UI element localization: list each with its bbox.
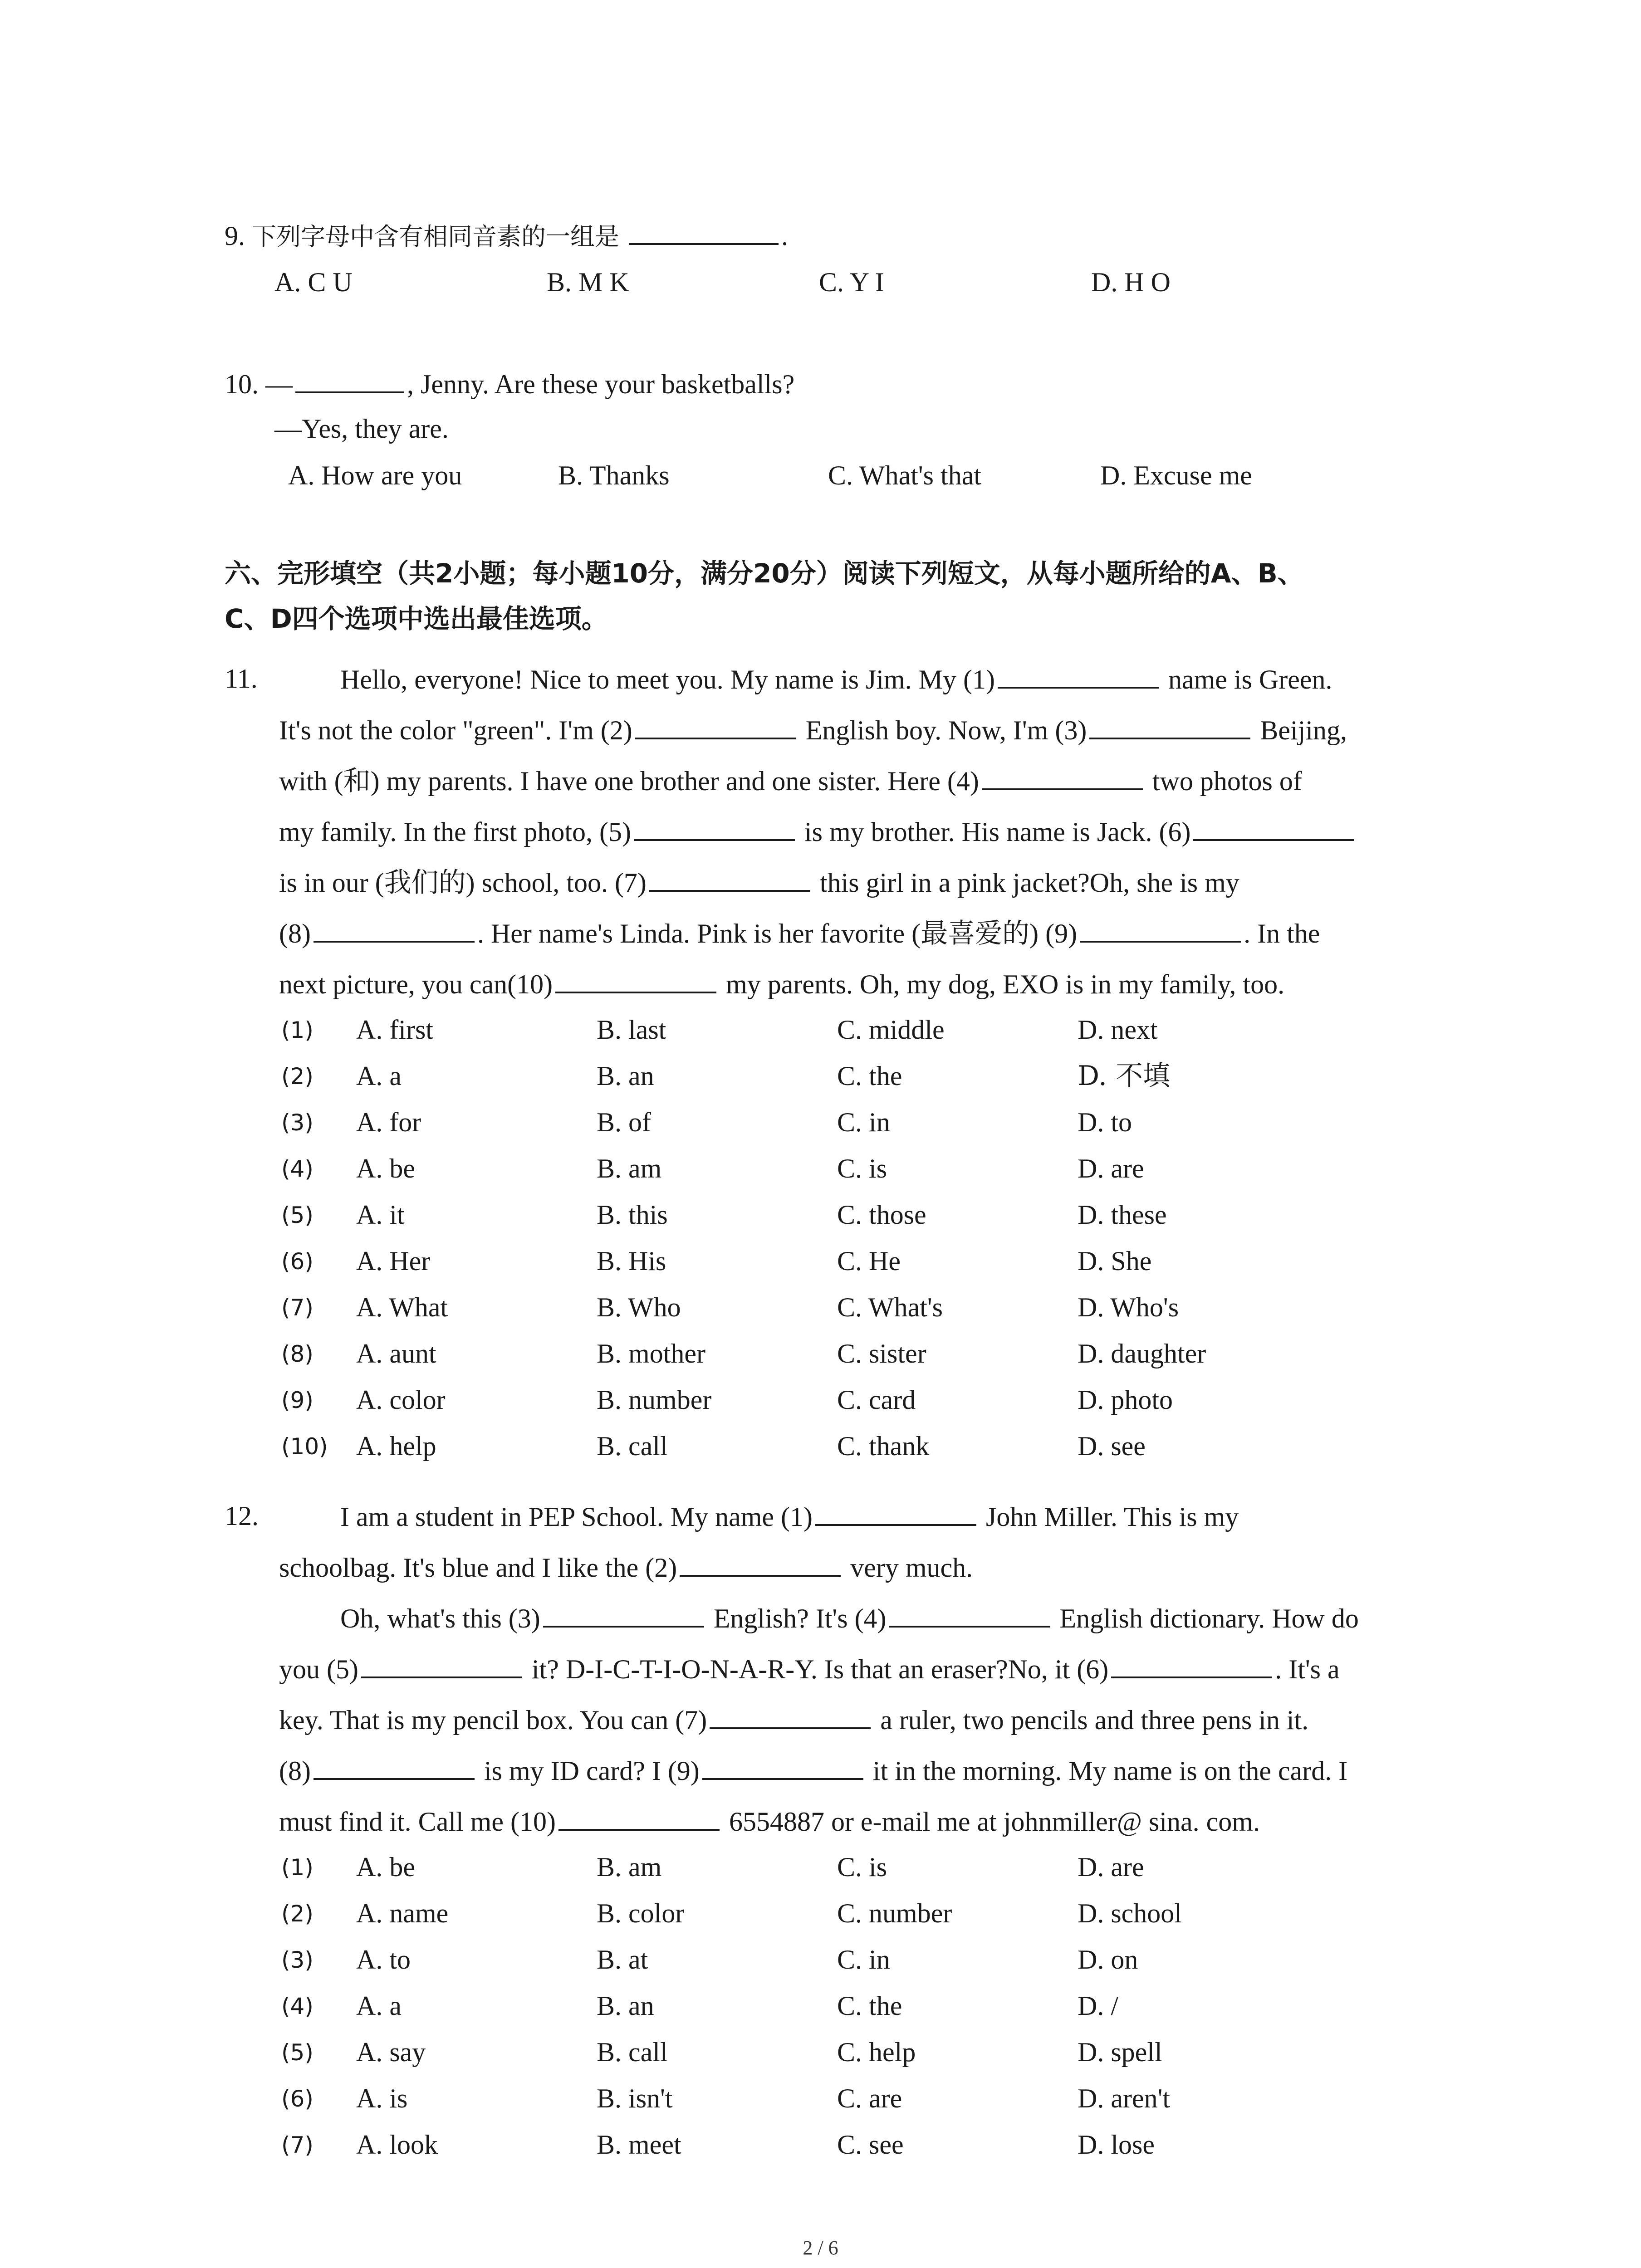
q10-option-b: B. Thanks: [558, 460, 670, 490]
q9-number: 9.: [225, 221, 245, 251]
q11-blank-6: [1193, 817, 1354, 841]
q11-choice-option-b: B. an: [597, 1061, 654, 1091]
q12-text: a ruler, two pencils and three pens in it.: [880, 1705, 1309, 1735]
q11-line-2: [279, 716, 1347, 744]
q11-text: (8): [279, 919, 311, 948]
q11-text: is my brother. His name is Jack. (6): [804, 817, 1191, 847]
q11-choice-option-a: A. be: [356, 1154, 415, 1183]
q11-choice-option-b: B. this: [597, 1200, 668, 1230]
q12-choice-option-c: C. help: [837, 2037, 916, 2067]
q11-choice-option-c: C. in: [837, 1107, 890, 1137]
q12-line-2: [279, 1553, 973, 1581]
q12-text: you (5): [279, 1654, 358, 1684]
q12-choice-option-b: B. call: [597, 2037, 668, 2067]
q12-choice-option-b: B. am: [597, 1852, 662, 1882]
q12-choice-number: (7): [281, 2132, 314, 2158]
q10-line2: —Yes, they are.: [274, 414, 449, 444]
q11-choice-number: (5): [281, 1202, 314, 1228]
q12-choice-option-c: C. are: [837, 2083, 902, 2113]
q9-stem-text: 下列字母中含有相同音素的一组是: [252, 222, 619, 251]
q12-text: key. That is my pencil box. You can (7): [279, 1705, 707, 1735]
q11-choice-number: (1): [281, 1017, 314, 1043]
q11-choice-option-b: B. mother: [597, 1339, 705, 1369]
q9-blank: [629, 221, 779, 245]
q11-text: two photos of: [1152, 766, 1302, 796]
q11-choice-option-c: C. is: [837, 1154, 887, 1183]
q11-line-1: [340, 665, 1332, 693]
q12-blank-9: [702, 1756, 863, 1780]
q11-blank-9: [1080, 919, 1241, 943]
q11-choice-option-c: C. the: [837, 1061, 902, 1091]
q12-text: very much.: [850, 1553, 973, 1583]
q12-text: it in the morning. My name is on the card. I: [872, 1756, 1348, 1786]
q11-choice-number: (6): [281, 1248, 314, 1275]
q11-line-4: [279, 817, 1357, 846]
q12-line-6: [279, 1756, 1347, 1784]
q11-choice-option-c: C. sister: [837, 1339, 926, 1369]
q11-choice-option-b: B. last: [597, 1015, 666, 1045]
q9-option-b: B. M K: [547, 267, 629, 297]
q10-blank: [295, 370, 404, 393]
q12-text: schoolbag. It's blue and I like the (2): [279, 1553, 677, 1583]
q11-choice-option-c: C. card: [837, 1385, 916, 1415]
q12-line-4: [279, 1655, 1340, 1683]
q11-text: . Her name's Linda. Pink is her favorite (最喜爱的) (9): [477, 919, 1078, 948]
q12-choice-option-a: A. is: [356, 2083, 408, 2113]
q9-option-a: A. C U: [274, 267, 353, 297]
q11-choice-option-d: D. to: [1078, 1107, 1132, 1137]
q12-choice-option-a: A. be: [356, 1852, 415, 1882]
q11-choice-option-c: C. What's: [837, 1292, 943, 1322]
q11-choice-option-b: B. number: [597, 1385, 712, 1415]
q12-choice-option-d: D. on: [1078, 1945, 1138, 1975]
q12-text: must find it. Call me (10): [279, 1807, 556, 1837]
q12-blank-1: [815, 1502, 976, 1526]
q11-choice-option-d: D. next: [1078, 1015, 1158, 1045]
q11-choice-option-d: D. these: [1078, 1200, 1167, 1230]
q11-choice-number: (2): [281, 1063, 314, 1090]
q12-blank-6: [1111, 1655, 1272, 1678]
q12-choice-option-c: C. the: [837, 1991, 902, 2021]
q12-choice-option-b: B. isn't: [597, 2083, 673, 2113]
q11-choice-option-b: B. Who: [597, 1292, 681, 1322]
q11-blank-3: [1089, 716, 1250, 739]
q12-blank-10: [558, 1807, 720, 1831]
q11-blank-7: [649, 868, 810, 892]
q11-choice-option-b: B. call: [597, 1431, 668, 1461]
q11-line-3: [279, 767, 1302, 795]
q11-text: is in our (我们的) school, too. (7): [279, 868, 647, 898]
q12-choice-option-d: D. lose: [1078, 2130, 1155, 2160]
q12-choice-option-b: B. at: [597, 1945, 648, 1975]
q11-choice-option-b: B. am: [597, 1154, 662, 1183]
q12-choice-option-a: A. name: [356, 1898, 449, 1928]
q11-text: next picture, you can(10): [279, 969, 553, 999]
q11-choice-option-d: D. photo: [1078, 1385, 1173, 1415]
q12-text: is my ID card? I (9): [484, 1756, 700, 1786]
q11-choice-option-d: D. see: [1078, 1431, 1146, 1461]
q11-choice-option-c: C. those: [837, 1200, 926, 1230]
q12-choice-option-d: D. are: [1078, 1852, 1144, 1882]
q12-choice-number: (2): [281, 1901, 314, 1927]
q11-blank-1: [998, 665, 1159, 689]
q10-number: 10.: [225, 369, 259, 399]
q11-choice-option-a: A. for: [356, 1107, 421, 1137]
q12-choice-number: (4): [281, 1993, 314, 2019]
q11-choice-number: (8): [281, 1341, 314, 1367]
q11-choice-option-a: A. color: [356, 1385, 446, 1415]
q12-choice-option-c: C. in: [837, 1945, 890, 1975]
q12-number: 12.: [225, 1501, 259, 1531]
q10-option-a: A. How are you: [288, 460, 462, 490]
q11-choice-number: (3): [281, 1110, 314, 1136]
q12-choice-number: (5): [281, 2039, 314, 2066]
q11-choice-option-d: D. daughter: [1078, 1339, 1206, 1369]
q12-choice-option-c: C. see: [837, 2130, 904, 2160]
q11-choice-number: (10): [281, 1433, 328, 1460]
page-number: 2 / 6: [803, 2237, 838, 2259]
q11-text: Hello, everyone! Nice to meet you. My name is Jim. My (1): [340, 665, 995, 694]
q11-choice-option-a: A. Her: [356, 1246, 431, 1276]
q11-text: name is Green.: [1168, 665, 1332, 694]
section6-heading-line1: 六、完形填空（共2小题；每小题10分，满分20分）阅读下列短文，从每小题所给的A、B、: [225, 558, 1304, 589]
q9-option-d: D. H O: [1091, 267, 1171, 297]
q11-choice-option-d: D. Who's: [1078, 1292, 1179, 1322]
q12-choice-option-c: C. number: [837, 1898, 952, 1928]
q12-choice-option-a: A. to: [356, 1945, 411, 1975]
q11-blank-8: [314, 919, 475, 943]
q11-choice-option-d: D. She: [1078, 1246, 1152, 1276]
q11-choice-number: (4): [281, 1156, 314, 1182]
q11-blank-5: [634, 817, 795, 841]
q12-choice-option-d: D. /: [1078, 1991, 1118, 2021]
q12-blank-3: [543, 1604, 704, 1628]
q12-choice-option-a: A. look: [356, 2130, 438, 2160]
q12-choice-option-c: C. is: [837, 1852, 887, 1882]
q10-option-c: C. What's that: [828, 460, 981, 490]
q11-choice-option-a: A. aunt: [356, 1339, 436, 1369]
q12-text: it? D-I-C-T-I-O-N-A-R-Y. Is that an eraser?No, it (6): [531, 1654, 1109, 1684]
q11-text: . In the: [1244, 919, 1320, 948]
q12-line-5: [279, 1706, 1308, 1734]
q12-choice-option-d: D. spell: [1078, 2037, 1162, 2067]
q11-choice-option-a: A. it: [356, 1200, 405, 1230]
q11-blank-2: [635, 716, 796, 739]
q11-text: this girl in a pink jacket?Oh, she is my: [819, 868, 1239, 898]
q11-line-6: [279, 919, 1320, 947]
q11-choice-option-c: C. thank: [837, 1431, 930, 1461]
q12-blank-5: [361, 1655, 522, 1678]
q11-choice-option-a: A. first: [356, 1015, 433, 1045]
q10-line1-rest: , Jenny. Are these your basketballs?: [407, 369, 795, 399]
q11-choice-option-b: B. of: [597, 1107, 651, 1137]
q11-choice-option-d: D. are: [1078, 1154, 1144, 1183]
q9-option-c: C. Y I: [819, 267, 884, 297]
q11-blank-4: [982, 767, 1143, 790]
q11-choice-number: (7): [281, 1295, 314, 1321]
q12-choice-number: (1): [281, 1854, 314, 1881]
q12-choice-option-b: B. meet: [597, 2130, 681, 2160]
section6-heading-line2: C、D四个选项中选出最佳选项。: [225, 603, 608, 634]
q11-text: English boy. Now, I'm (3): [805, 715, 1087, 745]
q11-choice-option-b: B. His: [597, 1246, 666, 1276]
q12-choice-option-a: A. say: [356, 2037, 426, 2067]
q12-text: John Miller. This is my: [985, 1502, 1239, 1532]
q12-text: 6554887 or e-mail me at johnmiller@ sina. com.: [729, 1807, 1260, 1837]
q12-text: I am a student in PEP School. My name (1): [340, 1502, 813, 1532]
q12-line-3: [340, 1604, 1359, 1632]
q11-choice-option-c: C. He: [837, 1246, 901, 1276]
q10-line1: [225, 370, 794, 398]
q12-text: English dictionary. How do: [1059, 1603, 1359, 1633]
q11-choice-option-a: A. a: [356, 1061, 402, 1091]
q12-blank-4: [889, 1604, 1050, 1628]
q12-choice-option-d: D. aren't: [1078, 2083, 1171, 2113]
q11-line-5: [279, 868, 1239, 896]
q9-end: .: [781, 221, 788, 251]
q12-text: (8): [279, 1756, 311, 1786]
q10-dash: —: [265, 369, 293, 399]
q10-option-d: D. Excuse me: [1100, 460, 1252, 490]
q11-text: with (和) my parents. I have one brother and one sister. Here (4): [279, 766, 979, 796]
q12-blank-7: [710, 1706, 871, 1729]
q11-choice-option-a: A. What: [356, 1292, 448, 1322]
q12-line-1: [340, 1502, 1239, 1530]
q11-choice-option-c: C. middle: [837, 1015, 945, 1045]
q12-choice-option-d: D. school: [1078, 1898, 1182, 1928]
q12-text: . It's a: [1275, 1654, 1340, 1684]
q11-blank-10: [555, 970, 716, 993]
q12-choice-number: (6): [281, 2086, 314, 2112]
q12-choice-option-b: B. color: [597, 1898, 685, 1928]
q12-choice-option-a: A. a: [356, 1991, 402, 2021]
q11-choice-option-a: A. help: [356, 1431, 436, 1461]
q11-text: It's not the color "green". I'm (2): [279, 715, 632, 745]
q11-choice-option-d: D. 不填: [1078, 1060, 1171, 1092]
q11-choice-number: (9): [281, 1387, 314, 1413]
q12-blank-2: [680, 1553, 841, 1577]
q12-blank-8: [314, 1756, 475, 1780]
q12-line-7: [279, 1807, 1260, 1835]
q11-number: 11.: [225, 664, 258, 694]
q12-text: English? It's (4): [713, 1603, 887, 1633]
q12-choice-option-b: B. an: [597, 1991, 654, 2021]
q11-text: my family. In the first photo, (5): [279, 817, 631, 847]
q11-line-7: [279, 970, 1284, 998]
q9-stem: [225, 221, 788, 249]
q12-text: Oh, what's this (3): [340, 1603, 540, 1633]
q11-text: my parents. Oh, my dog, EXO is in my family, too.: [726, 969, 1285, 999]
q12-choice-number: (3): [281, 1947, 314, 1973]
q11-text: Beijing,: [1260, 715, 1347, 745]
